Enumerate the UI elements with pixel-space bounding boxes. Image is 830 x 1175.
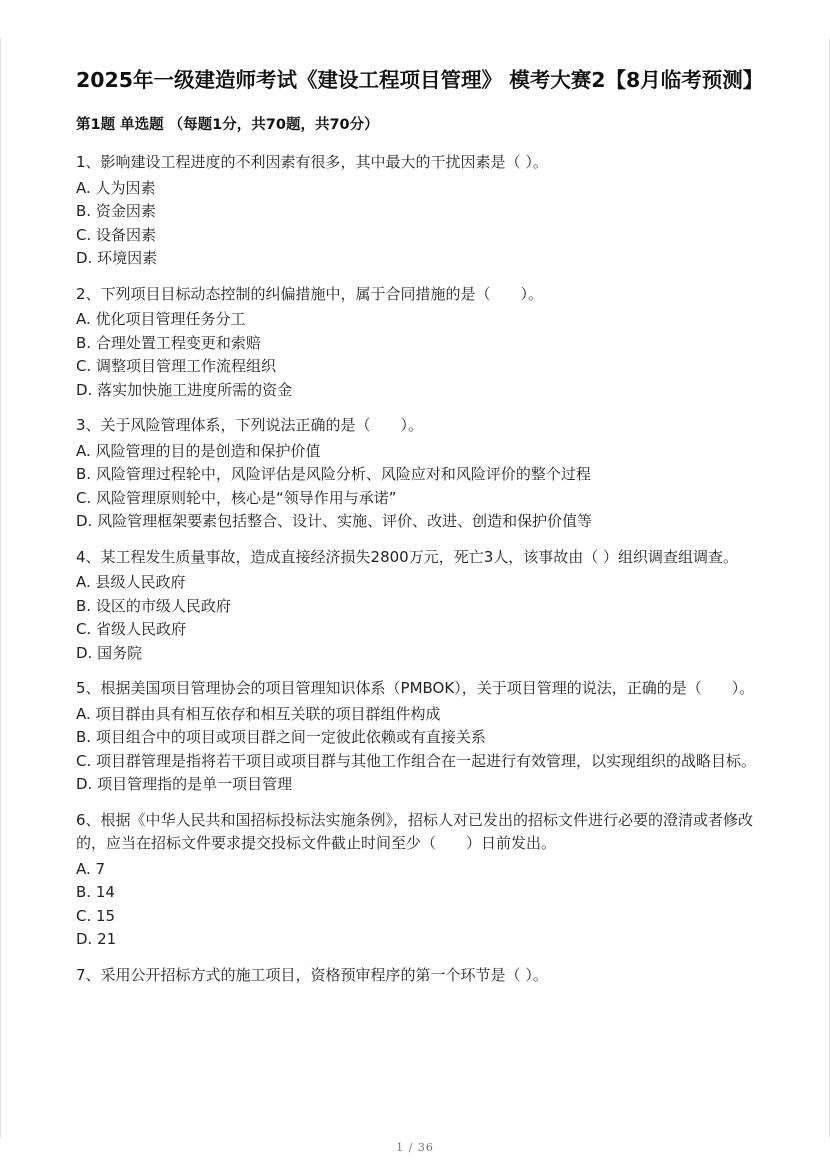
question-stem: 6、根据《中华人民共和国招标投标法实施条例》，招标人对已发出的招标文件进行必要的澄清或者修改的，应当在招标文件要求提交投标文件截止时间至少（ ）日前发出。 xyxy=(76,810,754,852)
option-a: A. 人为因素 xyxy=(76,178,156,197)
section-heading: 第1题 单选题 （每题1分，共70题，共70分） xyxy=(76,117,379,133)
page-border-left xyxy=(0,38,1,1138)
question-1 xyxy=(76,151,756,271)
option-c: C. 风险管理原则轮中，核心是“领导作用与承诺” xyxy=(76,488,397,507)
option-c: C. 15 xyxy=(76,906,116,925)
question-7 xyxy=(76,964,756,988)
option-b: B. 风险管理过程轮中，风险评估是风险分析、风险应对和风险评价的整个过程 xyxy=(76,465,591,483)
option-d: D. 风险管理框架要素包括整合、设计、实施、评价、改进、创造和保护价值等 xyxy=(76,512,593,530)
option-c: C. 设备因素 xyxy=(76,225,157,244)
option-b: B. 项目组合中的项目或项目群之间一定彼此依赖或有直接关系 xyxy=(76,728,486,746)
option-a: A. 优化项目管理任务分工 xyxy=(76,310,246,328)
document-title: 2025年一级建造师考试《建设工程项目管理》 模考大赛2【8月临考预测】 xyxy=(76,68,764,92)
question-stem: 3、关于风险管理体系，下列说法正确的是（ ）。 xyxy=(76,416,424,434)
page-number-indicator: 1 / 36 xyxy=(396,1141,434,1154)
option-c: C. 调整项目管理工作流程组织 xyxy=(76,357,277,375)
option-d: D. 项目管理指的是单一项目管理 xyxy=(76,775,293,793)
option-a: A. 7 xyxy=(76,859,106,878)
option-b: B. 资金因素 xyxy=(76,202,156,220)
question-stem: 5、根据美国项目管理协会的项目管理知识体系（PMBOK），关于项目管理的说法，正确的是（ ）。 xyxy=(76,679,755,697)
question-stem: 7、采用公开招标方式的施工项目，资格预审程序的第一个环节是（ ）。 xyxy=(76,965,548,984)
question-stem: 2、下列项目目标动态控制的纠偏措施中，属于合同措施的是（ ）。 xyxy=(76,284,544,303)
question-2 xyxy=(76,283,756,403)
option-c: C. 项目群管理是指将若干项目或项目群与其他工作组合在一起进行有效管理，以实现组织的战略目标。 xyxy=(76,751,757,770)
option-d: D. 环境因素 xyxy=(76,249,158,267)
question-6 xyxy=(76,809,756,952)
question-stem: 4、某工程发生质量事故，造成直接经济损失2800万元，死亡3人，该事故由（ ）组织调查组调查。 xyxy=(76,547,739,566)
option-d: D. 21 xyxy=(76,930,117,948)
option-a: A. 风险管理的目的是创造和保护价值 xyxy=(76,441,321,460)
question-5 xyxy=(76,677,756,797)
question-stem: 1、影响建设工程进度的不利因素有很多，其中最大的干扰因素是（ ）。 xyxy=(76,153,548,171)
option-a: A. 项目群由具有相互依存和相互关联的项目群组件构成 xyxy=(76,704,441,723)
option-d: D. 国务院 xyxy=(76,643,143,662)
page-content xyxy=(76,66,764,999)
option-b: B. 设区的市级人民政府 xyxy=(76,596,231,615)
question-4 xyxy=(76,546,756,666)
option-c: C. 省级人民政府 xyxy=(76,620,187,638)
option-b: B. 14 xyxy=(76,883,115,901)
question-3 xyxy=(76,414,756,534)
option-d: D. 落实加快施工进度所需的资金 xyxy=(76,380,293,399)
option-b: B. 合理处置工程变更和索赔 xyxy=(76,333,261,352)
option-a: A. 县级人民政府 xyxy=(76,573,186,591)
